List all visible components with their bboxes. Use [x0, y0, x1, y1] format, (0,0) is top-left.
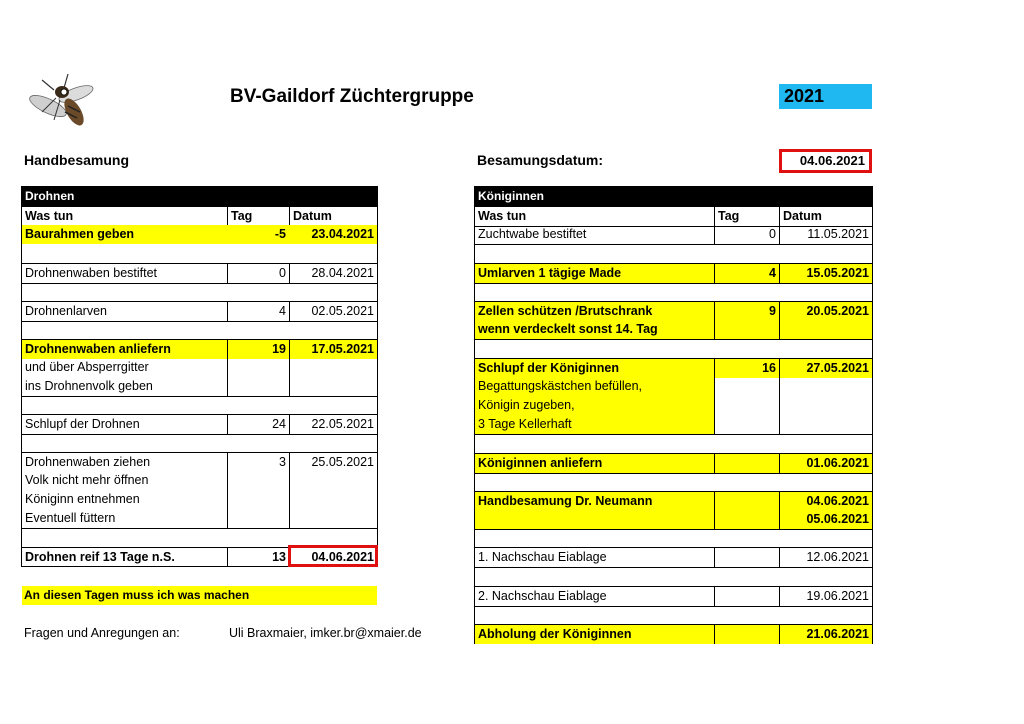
row-tag — [227, 471, 289, 490]
row-text: Drohnen reif 13 Tage n.S. — [25, 550, 175, 564]
row-tag: 3 — [227, 453, 289, 472]
row-tag — [714, 492, 779, 511]
row-datum — [289, 471, 377, 490]
besamungsdatum-label: Besamungsdatum: — [477, 152, 604, 168]
table-row — [475, 225, 872, 245]
table-row — [475, 415, 872, 435]
table-row — [22, 509, 377, 529]
row-datum: 04.06.2021 — [779, 492, 872, 511]
column-header-datum: Datum — [779, 207, 872, 226]
table-row — [475, 301, 872, 321]
table-row — [475, 358, 872, 378]
row-tag — [714, 377, 779, 396]
year-badge: 2021 — [779, 84, 872, 109]
row-tag: 24 — [227, 415, 289, 434]
column-header-tag: Tag — [714, 207, 779, 226]
row-datum: 01.06.2021 — [779, 454, 872, 473]
table-row — [475, 547, 872, 568]
row-datum: 25.05.2021 — [289, 453, 377, 472]
table-row — [22, 301, 377, 322]
table-row — [22, 452, 377, 472]
row-datum: 04.06.2021 — [289, 548, 377, 567]
row-text: Abholung der Königinnen — [478, 627, 632, 641]
row-tag — [714, 415, 779, 434]
row-datum: 15.05.2021 — [779, 264, 872, 283]
drohnen-reif-marker — [288, 545, 378, 567]
besamungsdatum-value: 04.06.2021 — [779, 149, 872, 173]
row-text: Schlupf der Drohnen — [25, 417, 140, 431]
row-datum — [779, 415, 872, 434]
row-tag — [714, 396, 779, 415]
row-datum: 05.06.2021 — [779, 510, 872, 529]
row-tag — [227, 358, 289, 377]
table-row — [22, 377, 377, 397]
row-tag: 0 — [714, 225, 779, 244]
row-text: Königin zugeben, — [475, 396, 714, 415]
row-text: wenn verdeckelt sonst 14. Tag — [478, 322, 658, 336]
row-text: Schlupf der Königinnen — [475, 359, 714, 378]
row-datum — [289, 490, 377, 509]
footer-contact: Uli Braxmaier, imker.br@xmaier.de — [229, 626, 422, 640]
row-tag: 4 — [714, 264, 779, 283]
page-title: BV-Gaildorf Züchtergruppe — [230, 86, 474, 107]
row-datum — [289, 377, 377, 396]
row-text: Königinn entnehmen — [25, 492, 140, 506]
koeniginnen-header-row — [475, 206, 872, 227]
row-tag — [714, 510, 779, 529]
row-text: 3 Tage Kellerhaft — [475, 415, 714, 434]
table-row — [475, 377, 872, 396]
row-tag: 19 — [227, 340, 289, 359]
row-datum: 11.05.2021 — [779, 225, 872, 244]
row-datum: 12.06.2021 — [779, 548, 872, 567]
row-datum — [779, 320, 872, 339]
row-text: Zuchtwabe bestiftet — [478, 227, 587, 241]
footer-label: Fragen und Anregungen an: — [24, 626, 180, 640]
row-tag — [714, 587, 779, 606]
column-header-was-tun: Was tun — [25, 209, 74, 223]
row-text: Drohnenlarven — [25, 304, 107, 318]
row-tag: 13 — [227, 548, 289, 567]
row-datum: 19.06.2021 — [779, 587, 872, 606]
row-tag: 9 — [714, 302, 779, 321]
koeniginnen-table — [474, 186, 873, 644]
table-row — [22, 263, 377, 284]
table-row — [22, 490, 377, 509]
row-text: Baurahmen geben — [25, 227, 135, 241]
row-tag — [714, 625, 779, 644]
column-header-was-tun: Was tun — [478, 209, 527, 223]
table-row — [22, 414, 377, 435]
table-row — [22, 225, 377, 244]
row-text: Handbesamung Dr. Neumann — [478, 494, 653, 508]
section-handbesamung: Handbesamung — [24, 152, 130, 168]
table-row — [475, 396, 872, 415]
legend-highlight: An diesen Tagen muss ich was machen — [22, 586, 377, 605]
row-tag — [227, 490, 289, 509]
table-row — [22, 358, 377, 377]
row-datum: 23.04.2021 — [311, 227, 374, 241]
drohnen-table — [21, 186, 378, 567]
row-datum — [289, 358, 377, 377]
table-row — [475, 624, 872, 644]
row-datum: 20.05.2021 — [779, 302, 872, 321]
row-tag: 4 — [227, 302, 289, 321]
table-row — [475, 320, 872, 340]
table-row — [22, 471, 377, 490]
row-tag — [227, 377, 289, 396]
drohnen-header-row — [22, 206, 377, 227]
row-text: Volk nicht mehr öffnen — [25, 473, 149, 487]
table-row — [475, 491, 872, 511]
column-header-tag: Tag — [227, 207, 289, 226]
row-text: 1. Nachschau Eiablage — [478, 550, 607, 564]
row-datum: 28.04.2021 — [289, 264, 377, 283]
row-datum: 27.05.2021 — [779, 359, 872, 378]
row-datum: 02.05.2021 — [289, 302, 377, 321]
row-text: Umlarven 1 tägige Made — [478, 266, 622, 280]
row-datum — [779, 377, 872, 396]
row-text — [475, 510, 714, 529]
row-text: Begattungskästchen befüllen, — [475, 377, 714, 396]
column-header-datum: Datum — [289, 207, 377, 226]
row-datum: 21.06.2021 — [779, 625, 872, 644]
row-datum — [289, 509, 377, 528]
row-text: Drohnenwaben bestiftet — [25, 266, 158, 280]
row-tag — [714, 454, 779, 473]
drohnen-table-title: Drohnen — [22, 187, 377, 206]
row-tag: 0 — [227, 264, 289, 283]
table-row — [22, 339, 377, 359]
table-row — [475, 586, 872, 607]
row-datum — [779, 396, 872, 415]
row-tag: 16 — [714, 359, 779, 378]
table-row — [475, 510, 872, 530]
row-tag: -5 — [274, 227, 286, 241]
table-row — [475, 453, 872, 474]
row-text: und über Absperrgitter — [25, 360, 149, 374]
row-text: 2. Nachschau Eiablage — [478, 589, 607, 603]
row-text: Zellen schützen /Brutschrank — [478, 304, 653, 318]
row-text: ins Drohnenvolk geben — [25, 379, 153, 393]
row-text: Drohnenwaben ziehen — [25, 455, 151, 469]
row-text: Königinnen anliefern — [478, 456, 603, 470]
koeniginnen-table-title: Königinnen — [475, 187, 872, 206]
table-row — [475, 263, 872, 284]
row-datum: 17.05.2021 — [289, 340, 377, 359]
row-tag — [714, 548, 779, 567]
row-text: Drohnenwaben anliefern — [25, 342, 171, 356]
row-text: Eventuell füttern — [25, 511, 116, 525]
bee-logo-icon — [28, 68, 100, 132]
row-tag — [227, 509, 289, 528]
row-tag — [714, 320, 779, 339]
row-datum: 22.05.2021 — [289, 415, 377, 434]
